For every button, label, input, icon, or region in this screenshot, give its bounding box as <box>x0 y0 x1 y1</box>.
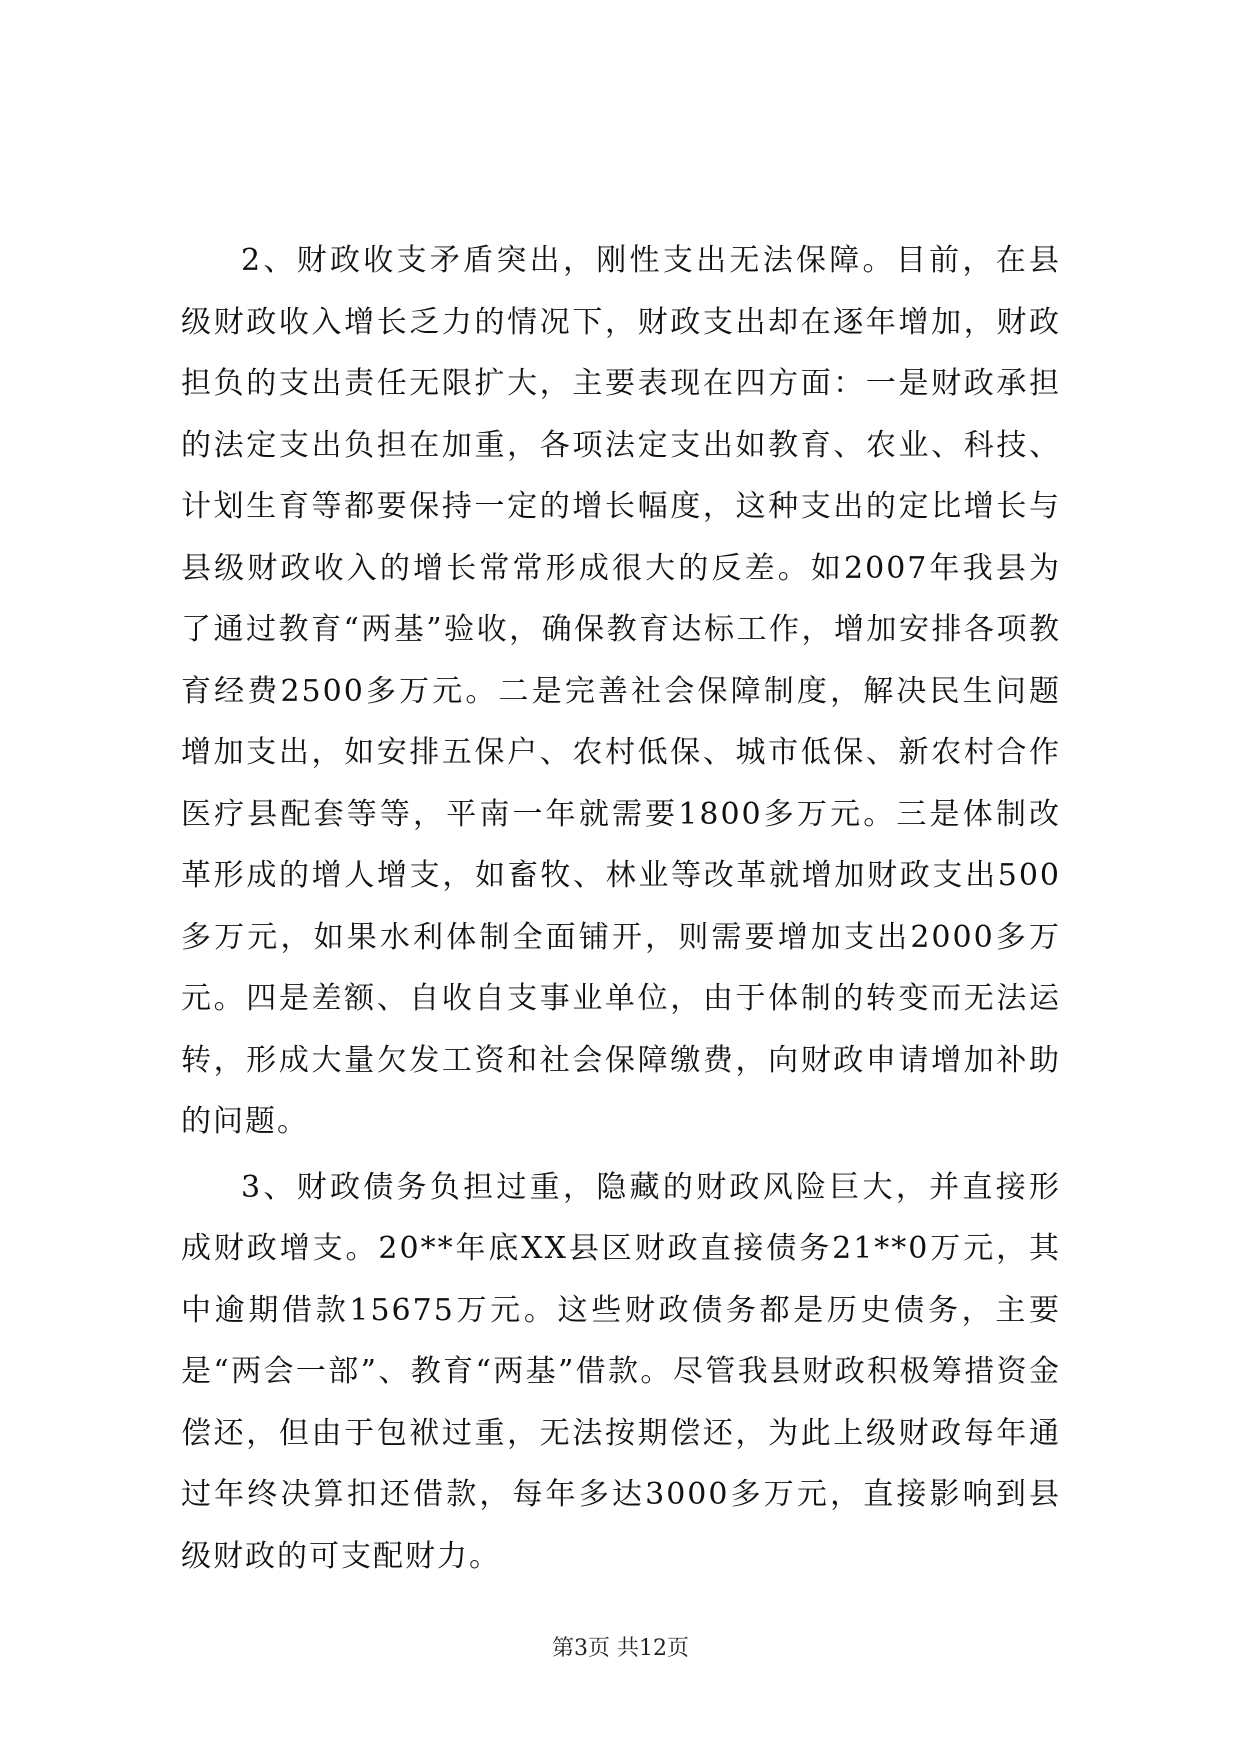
paragraph-fiscal-debt: 3、财政债务负担过重，隐藏的财政风险巨大，并直接形成财政增支。20**年底XX县区财政直接债务21**0万元，其中逾期借款15675万元。这些财政债务都是历史债务，主要是“两会一部”、教育“两基”借款。尽管我县财政积极筹措资金偿还，但由于包袱过重，无法按期偿还，为此上级财政每年通过年终决算扣还借款，每年多达3000多万元，直接影响到县级财政的可支配财力。 <box>181 1169 1061 1574</box>
paragraph-fiscal-imbalance: 2、财政收支矛盾突出，刚性支出无法保障。目前，在县级财政收入增长乏力的情况下，财政支出却在逐年增加，财政担负的支出责任无限扩大，主要表现在四方面：一是财政承担的法定支出负担在加重，各项法定支出如教育、农业、科技、计划生育等都要保持一定的增长幅度，这种支出的定比增长与县级财政收入的增长常常形成很大的反差。如2007年我县为了通过教育“两基”验收，确保教育达标工作，增加安排各项教育经费2500多万元。二是完善社会保障制度，解决民生问题增加支出，如安排五保户、农村低保、城市低保、新农村合作医疗县配套等等，平南一年就需要1800多万元。三是体制改革形成的增人增支，如畜牧、林业等改革就增加财政支出500多万元，如果水利体制全面铺开，则需要增加支出2000多万元。四是差额、自收自支事业单位，由于体制的转变而无法运转，形成大量欠发工资和社会保障缴费，向财政申请增加补助的问题。 <box>181 243 1061 1139</box>
document-body <box>181 230 1061 1587</box>
page-number-footer: 第3页 共12页 <box>552 1636 689 1661</box>
